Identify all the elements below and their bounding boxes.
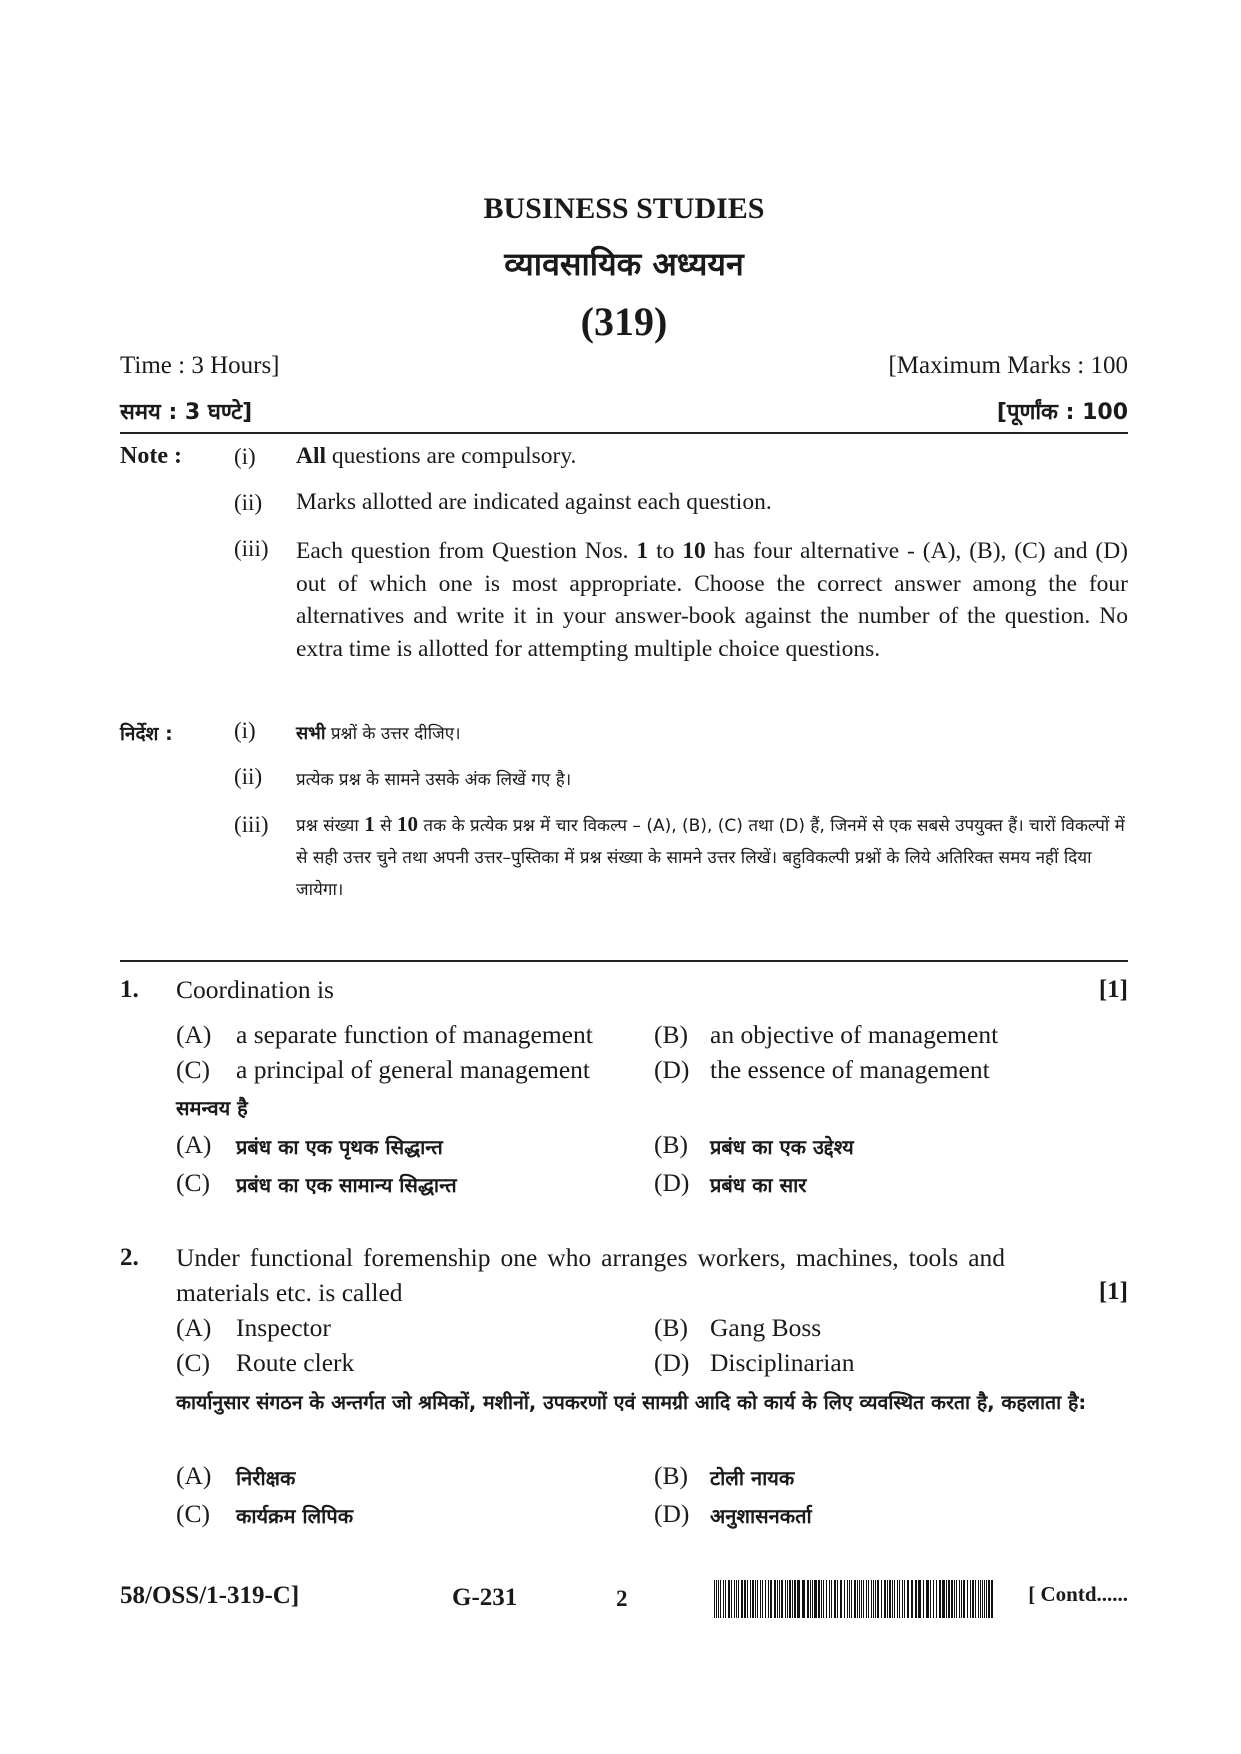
option-text-hindi: अनुशासनकर्ता xyxy=(710,1504,812,1528)
barcode xyxy=(714,1580,996,1618)
option-text-hindi: प्रबंध का एक पृथक सिद्धान्त xyxy=(236,1135,443,1159)
note-item-text: questions are compulsory. xyxy=(326,443,577,469)
option-label: (A) xyxy=(176,1313,212,1342)
note-item-1 xyxy=(296,443,576,470)
note-emphasis: 1 xyxy=(636,538,649,564)
note-item-3 xyxy=(296,535,1128,665)
option-label: (D) xyxy=(654,1348,690,1377)
option-text: Inspector xyxy=(236,1313,331,1342)
note-emphasis: 10 xyxy=(682,538,706,564)
option-text: Disciplinarian xyxy=(710,1348,855,1377)
section-divider xyxy=(120,960,1128,962)
option-label: (A) xyxy=(176,1020,212,1049)
note-hindi-item-2: प्रत्येक प्रश्न के सामने उसके अंक लिखें गए है। xyxy=(296,770,572,790)
question-marks: [1] xyxy=(1098,976,1128,1003)
max-marks-hindi: [पूर्णांक : 100 xyxy=(996,400,1128,425)
max-marks-english: [Maximum Marks : 100 xyxy=(888,352,1128,379)
note-label: Note : xyxy=(120,443,182,469)
option-text-hindi: कार्यक्रम लिपिक xyxy=(236,1504,354,1528)
option-label: (A) xyxy=(176,1461,212,1490)
note-hindi-item-3 xyxy=(296,808,1128,906)
note-text-part: तक के प्रत्येक प्रश्न में चार विकल्प – (A), (B), (C) तथा (D) हैं, जिनमें से एक सबसे उपयुक्त हैं। चारों विकल्पों में से सही उत्तर चुने तथा अपनी उत्तर–पुस्तिका में प्रश्न संख्या के सामने उत्तर लिखें। बहुविकल्पी प्रश्नों के लिये अतिरिक्त समय नहीं दिया जायेगा। xyxy=(296,816,1125,900)
note-emphasis: 10 xyxy=(397,812,419,836)
option-label: (C) xyxy=(176,1348,210,1377)
subject-code: (319) xyxy=(580,299,668,344)
series-code: G-231 xyxy=(452,1584,518,1611)
note-text-part: has four alternative - (A), (B), (C) and (D) out of which one is most appropriate. Choose the correct answer among the four alternatives and write it in your answer-book against the number of the question. No extra time is allotted for attempting multiple choice questions. xyxy=(296,538,1128,662)
note-text-part: to xyxy=(648,538,683,564)
option-label: (C) xyxy=(176,1168,210,1197)
option-text-hindi: टोली नायक xyxy=(710,1466,795,1490)
note-text-part: से xyxy=(374,816,398,836)
question-stem-hindi: समन्वय है xyxy=(176,1096,248,1120)
option-text-hindi: प्रबंध का सार xyxy=(710,1173,807,1197)
option-text: an objective of management xyxy=(710,1020,999,1049)
option-text: Gang Boss xyxy=(710,1313,822,1342)
note-item-number: (ii) xyxy=(234,764,263,789)
option-label: (D) xyxy=(654,1055,690,1084)
note-text-part: Each question from Question Nos. xyxy=(296,538,637,564)
option-text: a principal of general management xyxy=(236,1055,590,1084)
option-label: (B) xyxy=(654,1020,688,1049)
question-stem-continued: materials etc. is called xyxy=(176,1278,403,1307)
header-divider xyxy=(120,432,1128,434)
time-hindi: समय : 3 घण्टे] xyxy=(120,400,253,425)
note-emphasis: 1 xyxy=(364,812,375,836)
option-label: (B) xyxy=(654,1130,688,1159)
paper-code: 58/OSS/1-319-C] xyxy=(120,1582,300,1609)
option-text: the essence of management xyxy=(710,1055,990,1084)
option-text-hindi: प्रबंध का एक सामान्य सिद्धान्त xyxy=(236,1173,457,1197)
subject-title-english: BUSINESS STUDIES xyxy=(483,192,765,225)
question-stem: Coordination is xyxy=(176,975,334,1004)
option-text: Route clerk xyxy=(236,1348,355,1377)
option-label: (D) xyxy=(654,1499,690,1528)
option-label: (C) xyxy=(176,1499,210,1528)
option-label: (B) xyxy=(654,1313,688,1342)
note-emphasis: सभी xyxy=(296,723,326,744)
note-emphasis: All xyxy=(296,443,327,469)
question-number: 2. xyxy=(120,1244,139,1271)
note-text-part: प्रश्न संख्या xyxy=(296,816,365,836)
continued-marker: [ Contd...... xyxy=(1028,1582,1128,1606)
note-item-number: (i) xyxy=(234,444,256,469)
exam-page xyxy=(120,0,1128,1754)
question-number: 1. xyxy=(120,976,139,1003)
question-marks: [1] xyxy=(1098,1278,1128,1305)
option-text: a separate function of management xyxy=(236,1020,593,1049)
question-stem-hindi: कार्यानुसार संगठन के अन्तर्गत जो श्रमिकों, मशीनों, उपकरणों एवं सामग्री आदि को कार्य के लिए व्यवस्थित करता है, कहलाता है: xyxy=(176,1391,1087,1414)
option-label: (A) xyxy=(176,1130,212,1159)
note-item-number: (i) xyxy=(234,718,256,743)
option-label: (D) xyxy=(654,1168,690,1197)
note-item-number: (iii) xyxy=(234,536,269,561)
subject-title-hindi: व्यावसायिक अध्ययन xyxy=(504,245,744,283)
option-text-hindi: प्रबंध का एक उद्देश्य xyxy=(710,1135,854,1159)
note-item-2: Marks allotted are indicated against each question. xyxy=(296,489,772,515)
note-item-text: प्रश्नों के उत्तर दीजिए। xyxy=(325,724,461,744)
question-stem: Under functional foremenship one who arranges workers, machines, tools and xyxy=(176,1243,1006,1272)
page-number: 2 xyxy=(616,1586,628,1611)
note-item-number: (iii) xyxy=(234,812,269,837)
note-hindi-item-1 xyxy=(296,721,461,745)
time-english: Time : 3 Hours] xyxy=(120,352,280,379)
option-text-hindi: निरीक्षक xyxy=(236,1466,296,1490)
option-label: (C) xyxy=(176,1055,210,1084)
option-label: (B) xyxy=(654,1461,688,1490)
note-label-hindi: निर्देश : xyxy=(120,723,173,745)
note-item-number: (ii) xyxy=(234,490,263,515)
